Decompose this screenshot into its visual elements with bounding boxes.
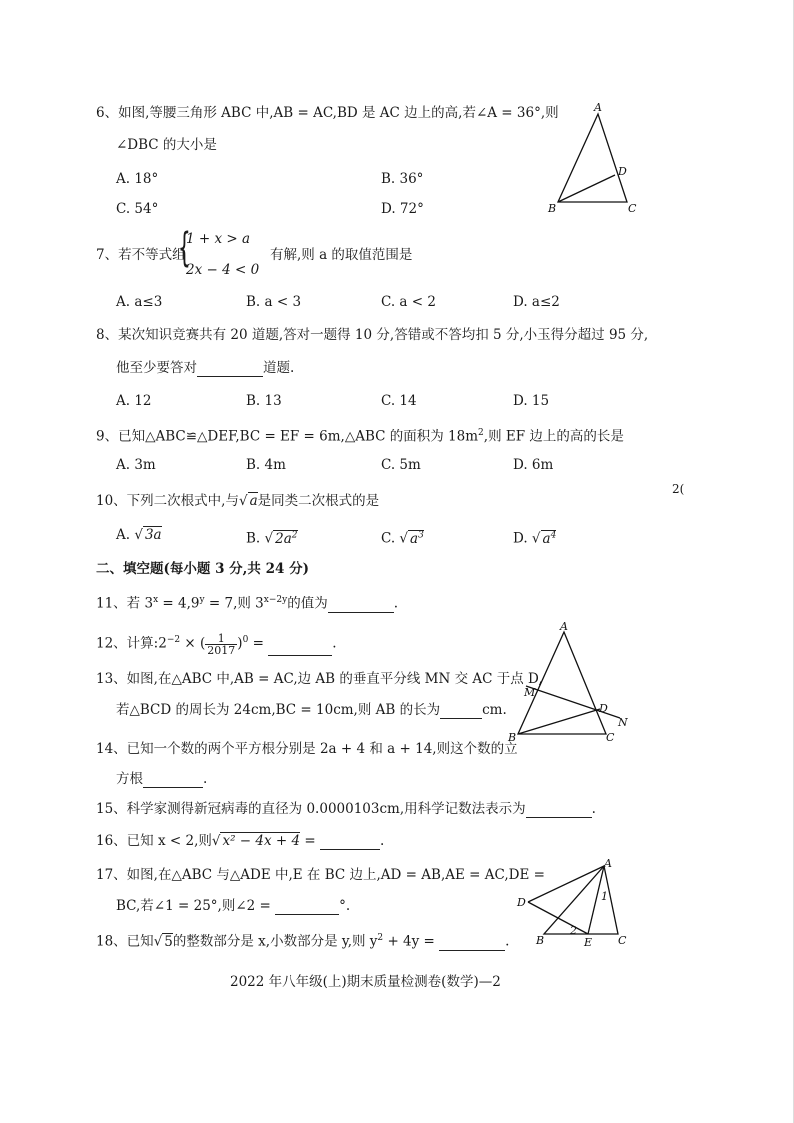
q17-text-line2: BC,若∠1 = 25°,则∠2 = °.	[116, 898, 351, 914]
q13-triangle-figure	[500, 614, 640, 746]
q8-option-b[interactable]: B. 13	[246, 393, 282, 409]
q17-label-2: 2	[570, 924, 577, 937]
q16-answer-blank[interactable]	[320, 835, 380, 850]
q15-answer-blank[interactable]	[526, 803, 592, 818]
q6-label-a: A	[594, 101, 602, 114]
section-2-heading: 二、填空题(每小题 3 分,共 24 分)	[96, 561, 309, 577]
q13-label-d: D	[599, 702, 608, 715]
q6-text-line1: 6、如图,等腰三角形 ABC 中,AB = AC,BD 是 AC 边上的高,若∠A = 36°,则	[96, 105, 559, 121]
q12-text: 12、计算$:2^{-2}$ × ( $\frac{1}{2017}$ )$^0$ = .	[96, 631, 337, 657]
q13-label-c: C	[606, 731, 615, 744]
q7-option-a[interactable]: A. a≤3	[116, 294, 163, 310]
q6-text-line2: ∠DBC 的大小是	[116, 137, 217, 153]
q8-option-a[interactable]: A. 12	[116, 393, 152, 409]
q8-text-line1: 8、某次知识竞赛共有 20 道题,答对一题得 10 分,答错或不答均扣 5 分,小玉得分超过 95 分,	[96, 327, 649, 343]
q6-label-d: D	[618, 165, 627, 178]
q17-label-a: A	[604, 858, 612, 870]
margin-mark: 2(	[672, 482, 685, 496]
q14-text-line2: 方根 .	[116, 771, 208, 787]
q7-option-d[interactable]: D. a≤2	[513, 294, 560, 310]
q11-answer-blank[interactable]	[328, 598, 394, 613]
q16-text: 16、已知 x < 2,则√ x² − 4x + 4 = .	[96, 833, 385, 849]
q17-label-b: B	[536, 934, 545, 947]
q13-answer-blank[interactable]	[440, 704, 482, 719]
q11-text: 11、若 $3^x = 4,9^y = 7$,则 $3^{x-2y}$的值为 .	[96, 595, 398, 612]
q18-answer-blank[interactable]	[439, 936, 505, 951]
q8-option-d[interactable]: D. 15	[513, 393, 550, 409]
q13-label-n: N	[618, 716, 628, 729]
q10-option-c[interactable]: C. √ $a^3$	[381, 530, 424, 547]
q10-option-d[interactable]: D. √ $a^4$	[513, 530, 557, 547]
q6-option-b[interactable]: B. 36°	[381, 171, 424, 187]
q9-option-c[interactable]: C. 5m	[381, 457, 421, 473]
q6-option-a[interactable]: A. 18°	[116, 171, 159, 187]
q13-label-m: M	[524, 686, 536, 699]
q12-answer-blank[interactable]	[268, 641, 332, 656]
q17-label-1: 1	[601, 890, 608, 903]
q7-option-b[interactable]: B. a < 3	[246, 294, 302, 310]
q8-answer-blank[interactable]	[197, 362, 263, 377]
q10-text: 10、下列二次根式中,与√ a是同类二次根式的是	[96, 493, 380, 509]
q13-text-line1: 13、如图,在△ABC 中,AB = AC,边 AB 的垂直平分线 MN 交 AC 于点 D,	[96, 671, 543, 687]
q6-label-c: C	[628, 202, 637, 215]
q9-text: 9、已知△ABC≌△DEF,BC = EF = 6m,△ABC 的面积为 $18m^2$,则 EF 边上的高的长是	[96, 428, 624, 445]
q7-option-c[interactable]: C. a < 2	[381, 294, 436, 310]
q7-brace: {	[178, 225, 191, 271]
q6-option-d[interactable]: D. 72°	[381, 201, 424, 217]
q17-label-e: E	[584, 936, 593, 949]
q6-triangle-figure	[540, 100, 650, 218]
q10-option-a[interactable]: A. √ 3a	[116, 527, 162, 543]
q14-text-line1: 14、已知一个数的两个平方根分别是 2a + 4 和 a + 14,则这个数的立	[96, 741, 518, 757]
q7-system-line2: 2x − 4 < 0	[186, 262, 260, 278]
q10-option-b[interactable]: B. √ $2a^2$	[246, 530, 298, 547]
q17-label-c: C	[618, 934, 627, 947]
q7-system-line1: 1 + x > a	[186, 231, 251, 247]
q7-tail: 有解,则 a 的取值范围是	[270, 247, 413, 263]
q17-answer-blank[interactable]	[275, 900, 339, 915]
q8-option-c[interactable]: C. 14	[381, 393, 417, 409]
q13-label-a: A	[560, 620, 568, 633]
q9-option-d[interactable]: D. 6m	[513, 457, 554, 473]
q13-text-line2: 若△BCD 的周长为 24cm,BC = 10cm,则 AB 的长为 cm.	[116, 702, 507, 718]
q17-triangle-figure	[512, 858, 637, 950]
q6-option-c[interactable]: C. 54°	[116, 201, 159, 217]
q8-text-line2: 他至少要答对 道题.	[116, 360, 295, 376]
q6-label-b: B	[548, 202, 557, 215]
q9-option-b[interactable]: B. 4m	[246, 457, 286, 473]
q17-text-line1: 17、如图,在△ABC 与△ADE 中,E 在 BC 边上,AD = AB,AE = AC,DE =	[96, 867, 545, 883]
q17-label-d: D	[517, 896, 526, 909]
page-footer: 2022 年八年级(上)期末质量检测卷(数学)—2	[230, 974, 501, 990]
q14-answer-blank[interactable]	[143, 773, 203, 788]
q7-lead: 7、若不等式组	[96, 247, 186, 263]
q9-option-a[interactable]: A. 3m	[116, 457, 156, 473]
q15-text: 15、科学家测得新冠病毒的直径为 0.0000103cm,用科学记数法表示为 .	[96, 801, 596, 817]
q13-label-b: B	[508, 731, 517, 744]
q18-text: 18、已知√ 5的整数部分是 x,小数部分是 y,则 $y^2 + 4y$ = .	[96, 933, 510, 950]
